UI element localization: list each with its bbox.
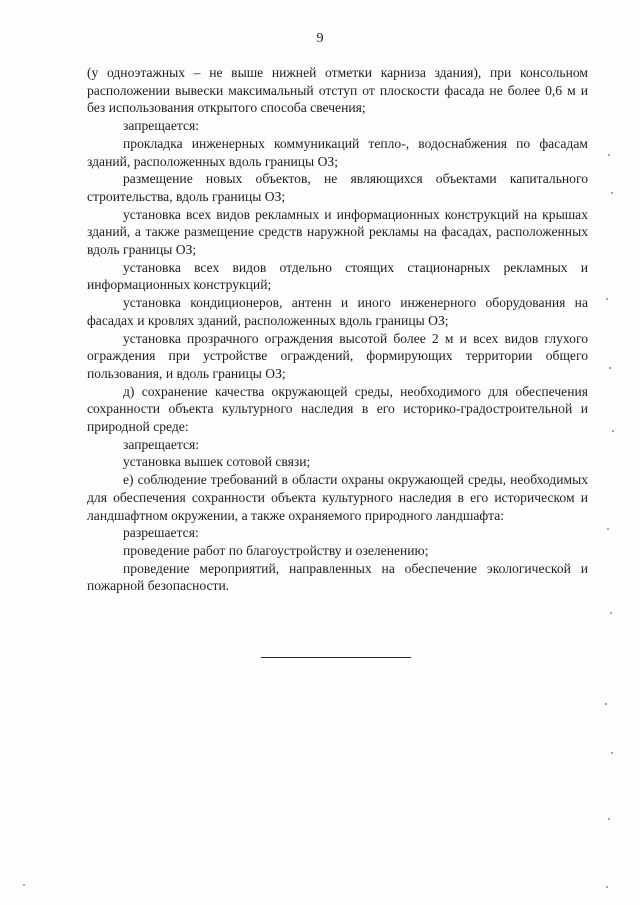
scan-speck [610,612,612,614]
paragraph: размещение новых объектов, не являющихся объектами капитального строительства, вдоль границы ОЗ; [87,171,588,204]
scan-speck [23,884,25,886]
paragraph: д) сохранение качества окружающей среды, необходимого для обеспечения сохранности объекта культурного наследия в его историко-градостроительной и природной среде: [87,383,588,435]
paragraph: установка кондиционеров, антенн и иного инженерного оборудования на фасадах и кровлях зданий, расположенных вдоль границы ОЗ; [87,295,588,328]
document-body [87,64,588,595]
paragraph: установка прозрачного ограждения высотой более 2 м и всех видов глухого ограждения при устройстве ограждений, формирующих территории общего пользования, и вдоль границы ОЗ; [87,330,588,381]
paragraph: проведение работ по благоустройству и озеленению; [123,542,429,558]
paragraph: запрещается: [123,118,200,134]
page-number: 9 [316,31,324,46]
paragraph: запрещается: [123,436,200,452]
scan-speck [609,367,611,369]
scan-speck [606,298,608,300]
paragraph: установка всех видов отдельно стоящих стационарных рекламных и информационных конструкций; [87,259,588,293]
scan-speck [608,154,610,156]
scan-speck [606,886,608,888]
paragraph: разрешается: [123,525,199,541]
paragraph: проведение мероприятий, направленных на обеспечение экологической и пожарной безопасности. [87,560,588,594]
scan-speck [605,703,607,705]
scan-speck [612,430,614,432]
paragraph: установка вышек сотовой связи; [123,454,311,470]
paragraph: установка всех видов рекламных и информационных конструкций на крышах зданий, а также размещение средств наружной рекламы на фасадах, расположенных вдоль границы ОЗ; [87,206,588,258]
scan-speck [607,528,609,530]
scan-speck [608,818,610,820]
paragraph: е) соблюдение требований в области охраны окружающей среды, необходимых для обеспечения сохранности объекта культурного наследия в его историческом и ландшафтном окружении, а также охраняемого природного ландшафта: [87,472,588,523]
scan-speck [611,752,613,754]
closing-rule [261,657,411,658]
scan-speck [611,192,613,194]
paragraph: (у одноэтажных – не выше нижней отметки карниза здания), при консольном расположении вывески максимальный отступ от плоскости фасада не более 0,6 м и без использования открытого способа свечения; [87,65,588,116]
paragraph: прокладка инженерных коммуникаций тепло-, водоснабжения по фасадам зданий, расположенных вдоль границы ОЗ; [87,135,588,169]
